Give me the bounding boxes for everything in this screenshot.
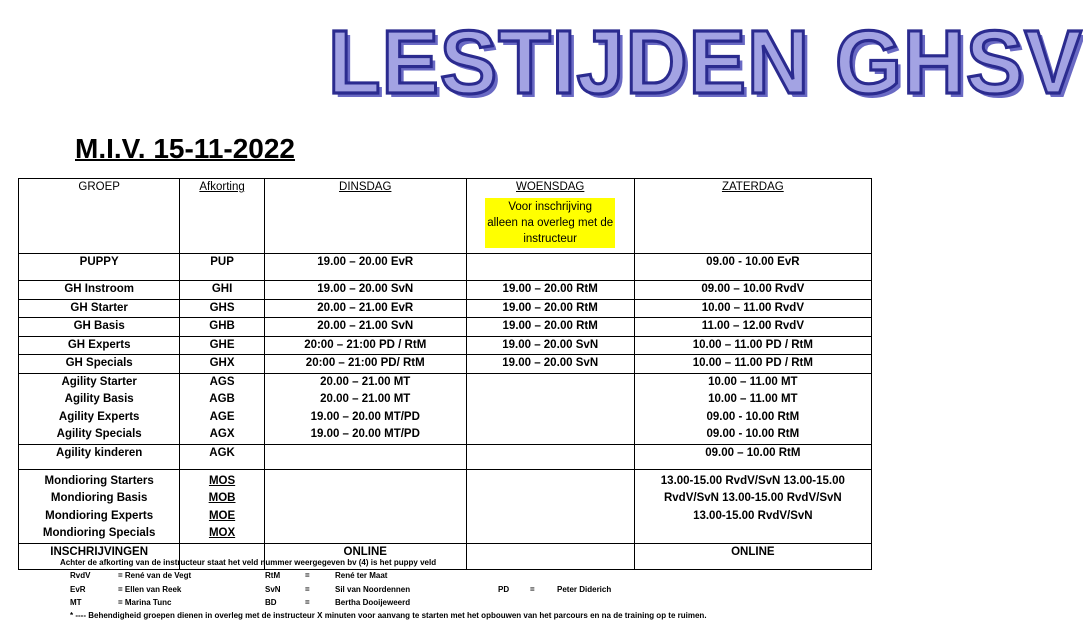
legend-eq: =	[530, 585, 535, 594]
legend-value: = Marina Tunc	[118, 598, 172, 607]
table-row: PUPPY PUP 19.00 – 20.00 EvR 09.00 - 10.00 EvR	[19, 254, 872, 281]
legend-key: RtM	[265, 571, 281, 580]
header-groep: GROEP	[19, 179, 180, 254]
legend-key: RvdV	[70, 571, 91, 580]
legend-value: René ter Maat	[335, 571, 388, 580]
woensdag-note: Voor inschrijving alleen na overleg met de instructeur	[485, 198, 615, 248]
legend-value: = René van de Vegt	[118, 571, 192, 580]
header-row	[19, 179, 872, 254]
legend-key: BD	[265, 598, 277, 607]
legend-key: EvR	[70, 585, 86, 594]
legend-key: MT	[70, 598, 82, 607]
table-row: Agility kinderen AGK 09.00 – 10.00 RtM	[19, 444, 872, 469]
table-row: GH Instroom GHI 19.00 – 20.00 SvN 19.00 – 20.00 RtM 09.00 – 10.00 RvdV	[19, 281, 872, 300]
legend-value: Peter Diderich	[557, 585, 612, 594]
table-row: GH Experts GHE 20:00 – 21:00 PD / RtM 19.00 – 20.00 SvN 10.00 – 11.00 PD / RtM	[19, 336, 872, 355]
schedule-table	[18, 178, 872, 570]
table-row: Mondioring Starters Mondioring Basis Mondioring Experts Mondioring Specials MOS MOB MOE MOX 13.00-15.00 RvdV/SvN 13.00-15.00 RvdV/SvN 13.00-15.00 RvdV/SvN 13.00-15.00 RvdV/SvN	[19, 469, 872, 543]
table-row: GH Basis GHB 20.00 – 21.00 SvN 19.00 – 20.00 RtM 11.00 – 12.00 RvdV	[19, 318, 872, 337]
page-title: LESTIJDEN GHSV	[328, 11, 1083, 113]
table-row: GH Starter GHS 20.00 – 21.00 EvR 19.00 – 20.00 RtM 10.00 – 11.00 RvdV	[19, 299, 872, 318]
table-row: Agility Starter Agility Basis Agility Experts Agility Specials AGS AGB AGE AGX 20.00 – 21.00 MT 20.00 – 21.00 MT 19.00 – 20.00 MT/PD 19.00 – 20.00 MT/PD 10.00 – 11.00 MT 10.00 – 11.00 MT 09.00 - 10.00 RtM 09.00 - 10.00 RtM	[19, 373, 872, 444]
footer-note: Achter de afkorting van de instructeur staat het veld nummer weergegeven bv (4) is het puppy veld	[60, 558, 437, 567]
legend-key: SvN	[265, 585, 281, 594]
legend-eq: =	[305, 598, 310, 607]
effective-date: M.I.V. 15-11-2022	[75, 133, 296, 164]
header-zaterdag: ZATERDAG	[634, 179, 871, 254]
footer-bottom-note: * ---- Behendigheid groepen dienen in overleg met de instructeur X minuten voor aanvang te starten met het opbouwen van het parcours en na de training op te ruimen.	[70, 611, 707, 620]
header-afkorting: Afkorting	[180, 179, 264, 254]
legend-value: Sil van Noordennen	[335, 585, 411, 594]
legend-value: Bertha Dooijeweerd	[335, 598, 411, 607]
legend-key: PD	[498, 585, 510, 594]
header-dinsdag: DINSDAG	[264, 179, 466, 254]
table-row: GH Specials GHX 20:00 – 21:00 PD/ RtM 19.00 – 20.00 SvN 10.00 – 11.00 PD / RtM	[19, 355, 872, 374]
legend-eq: =	[305, 585, 310, 594]
legend-value: = Ellen van Reek	[118, 585, 182, 594]
legend-eq: =	[305, 571, 310, 580]
table-row: INSCHRIJVINGEN ONLINE ONLINE	[19, 543, 872, 569]
header-woensdag: WOENSDAG Voor inschrijving alleen na overleg met de instructeur	[466, 179, 634, 254]
